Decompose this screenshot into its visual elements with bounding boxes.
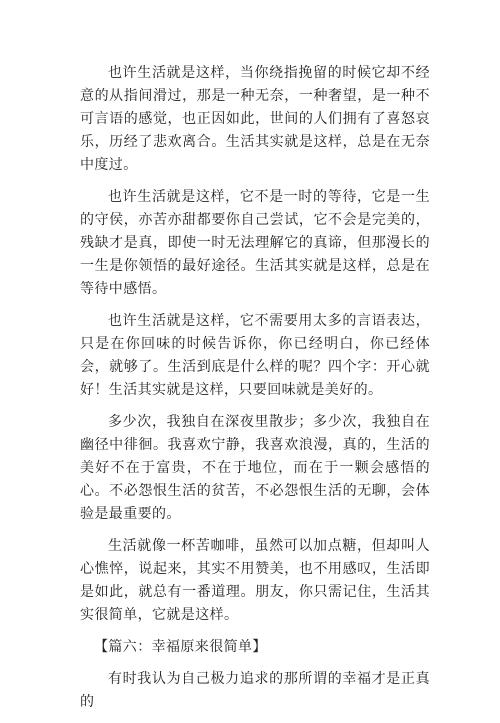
paragraph-1: 也许生活就是这样，当你绕指挽留的时候它却不经意的从指间滑过，那是一种无奈，一种奢望，是一种不可言语的感觉，也正因如此，世间的人们拥有了喜怒哀乐，历经了悲欢离合。生活其实就是这样，总是在无奈中度过。 xyxy=(80,65,430,173)
section-heading: 【篇六：幸福原来很简单】 xyxy=(94,639,267,655)
document-body xyxy=(80,62,430,723)
paragraph-2: 也许生活就是这样，它不是一时的等待，它是一生的守侯，亦苦亦甜都要你自己尝试，它不会是完美的，残缺才是真，即使一时无法理解它的真谛，但那漫长的一生是你领悟的最好途径。生活其实就是这样，总是在等待中感悟。 xyxy=(80,189,430,297)
paragraph-5: 生活就像一杯苦咖啡，虽然可以加点糖，但却叫人心憔悴，说起来，其实不用赞美，也不用感叹，生活即是如此，就总有一番道理。朋友，你只需记住，生活其实很简单，它就是这样。 xyxy=(80,538,430,623)
paragraph-6: 有时我认为自己极力追求的那所谓的幸福才是正真的 xyxy=(80,671,430,710)
paragraph-3: 也许生活就是这样，它不需要用太多的言语表达，只是在你回味的时候告诉你，你已经明白，你已经体会，就够了。生活到底是什么样的呢？四个字：开心就好！生活其实就是这样，只要回味就是美好的。 xyxy=(80,313,430,398)
paragraph-4: 多少次，我独自在深夜里散步；多少次，我独自在幽径中徘徊。我喜欢宁静，我喜欢浪漫，真的，生活的美好不在于富贵，不在于地位，而在于一颗会感悟的心。不必怨恨生活的贫苦，不必怨恨生活的无聊，会体验是最重要的。 xyxy=(80,414,430,522)
